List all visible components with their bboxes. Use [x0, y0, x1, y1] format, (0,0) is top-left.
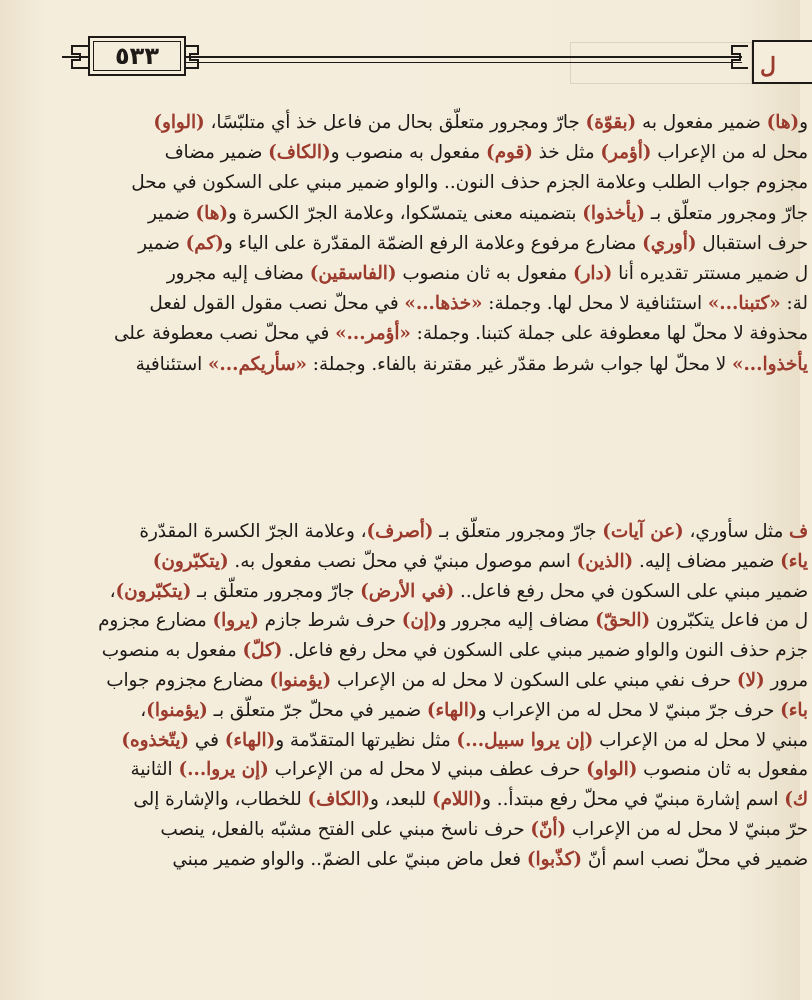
highlighted-term: (في الأرض) — [360, 580, 455, 602]
text-segment: استئنافية لا محل لها. وجملة: — [482, 293, 708, 315]
highlighted-term: ك) — [784, 789, 808, 811]
highlighted-term: (الكاف) — [268, 142, 331, 164]
text-segment: بتضمينه معنى يتمسّكوا، وعلامة الجرّ الكسرة و — [228, 202, 583, 224]
text-line — [0, 696, 808, 726]
text-segment: مضارع مرفوع وعلامة الرفع الضمّة المقدّرة على الياء و — [223, 232, 643, 254]
text-segment: حرف استقبال — [696, 232, 808, 254]
highlighted-term: «أؤمر...» — [335, 323, 411, 345]
text-segment: حرف عطف مبني لا محل له من الإعراب — [268, 759, 587, 781]
text-segment: لة: — [780, 293, 808, 315]
text-segment: في محلّ نصب معطوفة على — [113, 323, 336, 345]
text-segment: ضمير — [138, 232, 186, 254]
highlighted-term: (أوري) — [642, 232, 697, 254]
text-line — [0, 350, 808, 380]
text-segment: محل له من الإعراب — [651, 142, 808, 164]
text-segment: ، وعلامة الجرّ الكسرة المقدّرة — [139, 521, 367, 542]
text-line — [0, 606, 808, 636]
text-line — [0, 259, 808, 289]
text-segment: مفعول به منصوب و — [330, 142, 487, 164]
text-segment: حرف ناسخ مبني على الفتح مشبّه بالفعل، ينصب — [160, 818, 531, 840]
highlighted-term: (قوم) — [486, 142, 533, 164]
highlighted-term: (الحقّ) — [595, 610, 651, 632]
text-segment: جارّ ومجرور متعلّق بحال من فاعل خذ أي متلبّسًا، — [204, 112, 586, 133]
highlighted-term: (كم) — [185, 232, 224, 254]
text-segment: للخطاب، والإشارة إلى — [133, 789, 308, 811]
text-line — [0, 755, 808, 785]
text-line — [0, 577, 808, 607]
highlighted-term: «كتبنا...» — [707, 293, 781, 315]
highlighted-term: (الفاسقين) — [309, 262, 397, 284]
text-segment: استئنافية — [135, 353, 208, 375]
text-segment: مثل سأوري، — [683, 521, 790, 542]
text-segment: ل ضمير مستتر تقديره أنا — [612, 262, 808, 284]
text-segment: جارّ ومجرور متعلّق بـ — [191, 580, 361, 602]
text-segment: جارّ ومجرور متعلّق بـ — [645, 202, 808, 224]
text-segment: في — [189, 729, 225, 751]
paragraph-2 — [0, 517, 808, 875]
highlighted-term: (إن يروا...) — [178, 759, 269, 781]
highlighted-term: (كلّ) — [242, 640, 283, 662]
text-segment: ضمير في محلّ جرّ متعلّق بـ — [207, 699, 427, 721]
text-segment: مثل نظيرتها المتقدّمة و — [275, 729, 457, 751]
show-through-frame — [570, 42, 752, 84]
text-segment: مضارع مجزوم جواب — [106, 669, 270, 691]
text-segment: للبعد، و — [370, 789, 432, 811]
page-number: ٥٣٣ — [115, 42, 159, 70]
text-segment: حرّ مبنيّ لا محل له من الإعراب — [566, 818, 808, 840]
page-header — [0, 22, 800, 102]
text-line — [0, 845, 808, 875]
highlighted-term: (ها) — [766, 112, 800, 133]
highlighted-term: (الواو) — [153, 112, 205, 133]
highlighted-term: (الهاء) — [426, 699, 478, 721]
highlighted-term: (يؤمنوا) — [146, 699, 208, 721]
text-segment: مثل خذ — [532, 142, 601, 164]
text-line — [0, 547, 808, 577]
highlighted-term: (إن) — [401, 610, 438, 632]
highlighted-term: (يأخذوا) — [582, 202, 646, 224]
highlighted-term: (الواو) — [586, 759, 638, 781]
text-segment: جزم حذف النون والواو ضمير مبني على السكون في محل رفع فاعل. — [282, 640, 808, 662]
page-number-frame — [88, 36, 186, 76]
highlighted-term: (يتكبّرون) — [115, 580, 192, 602]
highlighted-term: «خذها...» — [404, 293, 483, 315]
text-segment: في محلّ نصب مقول القول لفعل — [149, 293, 405, 315]
highlighted-term: (الهاء) — [224, 729, 276, 751]
paragraph-1 — [0, 108, 808, 380]
text-segment: ، — [109, 580, 116, 602]
text-line — [0, 168, 808, 198]
highlighted-term: (أصرف) — [366, 521, 434, 542]
text-line — [0, 319, 808, 349]
highlighted-term: (لا) — [736, 669, 765, 691]
text-segment: مبني لا محل له من الإعراب — [593, 729, 808, 751]
header-rule-main-thin — [182, 62, 742, 63]
highlighted-term: (بقوّة) — [585, 112, 637, 133]
text-line — [0, 726, 808, 756]
text-segment: ، — [140, 699, 147, 721]
text-segment: ضمير في محلّ نصب اسم أنّ — [582, 848, 808, 870]
highlighted-term: (الكاف) — [307, 789, 371, 811]
text-segment: مجزوم جواب الطلب وعلامة الجزم حذف النون.. والواو ضمير مبني على السكون في محل — [131, 172, 808, 194]
highlighted-term: (ها) — [195, 202, 229, 224]
highlighted-term: (اللام) — [431, 789, 483, 811]
highlighted-term: (يروا) — [212, 610, 259, 632]
text-segment: مضاف إليه مجرور — [166, 262, 310, 284]
text-segment: ضمير مفعول به — [636, 112, 767, 133]
highlighted-term: (أؤمر) — [600, 142, 652, 164]
highlighted-term: (عن آيات) — [602, 521, 684, 542]
text-segment: محذوفة لا محلّ لها معطوفة على جملة كتبنا. وجملة: — [410, 323, 808, 345]
text-segment: ضمير مضاف إليه. — [633, 550, 781, 572]
highlighted-term: (يتّخذوه) — [121, 729, 190, 751]
text-segment: فعل ماض مبنيّ على الضمّ.. والواو ضمير مبني — [172, 848, 527, 870]
highlighted-term: (يؤمنوا) — [269, 669, 332, 691]
text-line — [0, 785, 808, 815]
text-line — [0, 108, 808, 138]
highlighted-term: (كذّبوا) — [526, 848, 583, 870]
text-segment: مضارع مجزوم — [98, 610, 213, 632]
text-segment: مفعول به ثان منصوب — [396, 262, 573, 284]
text-line — [0, 229, 808, 259]
highlighted-term: (أنّ) — [530, 818, 567, 840]
text-segment: اسم إشارة مبنيّ في محلّ رفع مبتدأ.. و — [482, 789, 785, 811]
text-segment: حرف جرّ مبنيّ لا محل له من الإعراب و — [477, 699, 781, 721]
text-segment: جارّ ومجرور متعلّق بـ — [433, 521, 603, 542]
header-rule-main — [182, 56, 742, 58]
ornament-knot-chapter-icon — [726, 42, 752, 72]
text-segment: مضاف إليه مجرور و — [437, 610, 596, 632]
text-line — [0, 636, 808, 666]
highlighted-term: يأخذوا...» — [732, 353, 808, 375]
text-segment: حرف نفي مبني على السكون لا محل له من الإعراب — [331, 669, 737, 691]
text-segment: لا محلّ لها جواب شرط مقدّر غير مقترنة بالفاء. وجملة: — [306, 353, 733, 375]
text-segment: ل من فاعل يتكبّرون — [650, 610, 808, 632]
chapter-title-fragment: ل — [760, 53, 776, 79]
highlighted-term: ف — [789, 521, 808, 542]
highlighted-term: ياء) — [780, 550, 808, 572]
text-line — [0, 138, 808, 168]
highlighted-term: (دار) — [572, 262, 613, 284]
text-segment: مفعول به ثان منصوب — [637, 759, 808, 781]
text-line — [0, 199, 808, 229]
text-segment: ضمير مبني على السكون في محل رفع فاعل.. — [454, 580, 808, 602]
highlighted-term: باء) — [780, 699, 808, 721]
highlighted-term: (الذين) — [576, 550, 634, 572]
text-segment: مفعول به منصوب — [101, 640, 243, 662]
text-line — [0, 666, 808, 696]
text-segment: مرور — [764, 669, 808, 691]
chapter-title-frame — [752, 40, 812, 84]
highlighted-term: «سأريكم...» — [207, 353, 307, 375]
text-line — [0, 815, 808, 845]
text-segment: ضمير مضاف — [164, 142, 269, 164]
text-segment: اسم موصول مبنيّ في محلّ نصب مفعول به. — [228, 550, 577, 572]
text-line — [0, 517, 808, 547]
text-segment: ضمير — [147, 202, 196, 224]
text-line — [0, 289, 808, 319]
text-segment: و — [799, 112, 808, 133]
highlighted-term: (إن يروا سبيل...) — [456, 729, 594, 751]
highlighted-term: (يتكبّرون) — [152, 550, 229, 572]
text-segment: حرف شرط جازم — [258, 610, 402, 632]
text-segment: الثانية — [130, 759, 179, 781]
